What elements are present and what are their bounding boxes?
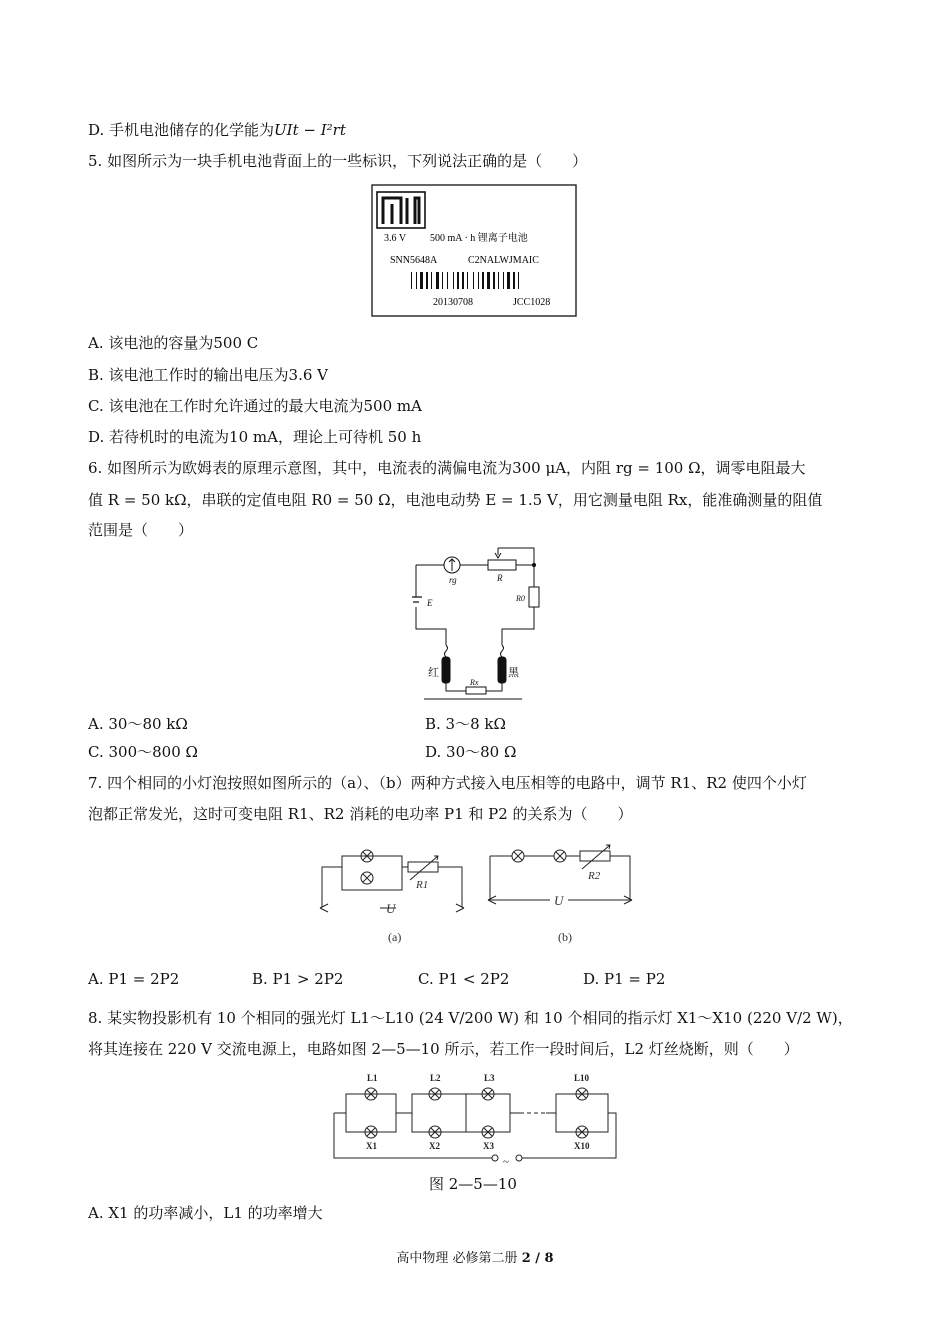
q5-option-c: C. 该电池在工作时允许通过的最大电流为500 mA bbox=[88, 397, 422, 415]
label-r2: R2 bbox=[588, 870, 601, 882]
lamp-circuits-figure bbox=[318, 842, 640, 952]
battery-voltage: 3.6 V bbox=[384, 233, 407, 244]
label-x2: X2 bbox=[429, 1141, 440, 1151]
q6-option-c: C. 300～800 Ω bbox=[88, 743, 198, 761]
q4-option-d: D. 手机电池储存的化学能为UIt − I²rt bbox=[88, 121, 346, 139]
label-rg: rg bbox=[449, 575, 457, 585]
label-rx: Rx bbox=[470, 678, 479, 687]
label-e: E bbox=[427, 598, 433, 608]
q6-option-d: D. 30～80 Ω bbox=[425, 743, 517, 761]
resistor-rx bbox=[466, 687, 486, 694]
q7-option-b: B. P1 > 2P2 bbox=[252, 970, 344, 988]
q7-stem-1: 7. 四个相同的小灯泡按照如图所示的（a）、（b）两种方式接入电压相等的电路中，调节 R1、R2 使四个小灯 bbox=[88, 774, 807, 792]
q7-option-a: A. P1 = 2P2 bbox=[88, 970, 180, 988]
label-x1: X1 bbox=[366, 1141, 377, 1151]
label-r0: R0 bbox=[516, 594, 525, 603]
q5-stem: 5. 如图所示为一块手机电池背面上的一些标识，下列说法正确的是（ ） bbox=[88, 152, 588, 170]
black-probe-icon bbox=[498, 657, 506, 683]
page-footer bbox=[0, 1247, 950, 1266]
q8-figure-caption: 图 2—5—10 bbox=[429, 1175, 517, 1193]
battery-code2: C2NALWJMAIC bbox=[468, 255, 539, 266]
caption-a: (a) bbox=[388, 930, 402, 944]
q6-option-b: B. 3～8 kΩ bbox=[425, 715, 506, 733]
label-black: 黑 bbox=[508, 667, 519, 679]
footer-text: 高中物理 必修第二册 bbox=[396, 1251, 518, 1266]
rheostat-r bbox=[488, 560, 516, 570]
label-l3: L3 bbox=[484, 1073, 495, 1083]
q7-option-d: D. P1 = P2 bbox=[583, 970, 666, 988]
q7-option-c: C. P1 < 2P2 bbox=[418, 970, 510, 988]
rheostat-r1 bbox=[408, 862, 438, 872]
label-r1: R1 bbox=[416, 879, 429, 891]
ac-source-icon: ~ bbox=[503, 1156, 509, 1168]
battery-code1: SNN5648A bbox=[390, 255, 438, 266]
ohmmeter-circuit-figure bbox=[412, 545, 542, 707]
q7-stem-2: 泡都正常发光，这时可变电阻 R1、R2 消耗的电功率 P1 和 P2 的关系为（ ） bbox=[88, 805, 633, 823]
caption-b: (b) bbox=[558, 930, 572, 944]
q6-option-a: A. 30～80 kΩ bbox=[88, 715, 188, 733]
label-x3: X3 bbox=[483, 1141, 494, 1151]
q8-option-a: A. X1 的功率减小，L1 的功率增大 bbox=[88, 1204, 323, 1222]
battery-capacity: 500 mA · h 锂离子电池 bbox=[430, 233, 528, 244]
label-u-b: U bbox=[554, 893, 564, 908]
q8-stem-1: 8. 某实物投影机有 10 个相同的强光灯 L1～L10 (24 V/200 W) 和 10 个相同的指示灯 X1～X10 (220 V/2 W)， bbox=[88, 1009, 853, 1027]
label-l2: L2 bbox=[430, 1073, 441, 1083]
label-x10: X10 bbox=[574, 1141, 590, 1151]
q5-option-a: A. 该电池的容量为500 C bbox=[88, 334, 259, 352]
label-r: R bbox=[497, 573, 503, 583]
battery-code3: JCC1028 bbox=[513, 297, 551, 308]
q8-stem-2: 将其连接在 220 V 交流电源上，电路如图 2—5—10 所示，若工作一段时间后，L2 灯丝烧断，则（ ） bbox=[88, 1040, 799, 1058]
label-u-a: U bbox=[386, 901, 396, 916]
label-red: 红 bbox=[428, 667, 439, 679]
label-l10: L10 bbox=[574, 1073, 590, 1083]
rheostat-r2 bbox=[580, 851, 610, 861]
battery-label-figure bbox=[371, 184, 577, 321]
page-number: 2 / 8 bbox=[521, 1251, 554, 1266]
q5-option-d: D. 若待机时的电流为10 mA，理论上可待机 50 h bbox=[88, 428, 422, 446]
q4-formula: UIt − I²rt bbox=[274, 121, 346, 139]
projector-circuit-figure bbox=[330, 1070, 620, 1172]
label-l1: L1 bbox=[367, 1073, 378, 1083]
battery-date: 20130708 bbox=[433, 297, 473, 308]
q6-stem-2: 值 R = 50 kΩ，串联的定值电阻 R0 = 50 Ω，电池电动势 E = 1.5 V，用它测量电阻 Rx，能准确测量的阻值 bbox=[88, 491, 823, 509]
mi-logo-icon bbox=[377, 192, 425, 228]
resistor-r0 bbox=[529, 587, 539, 607]
q6-stem-3: 范围是（ ） bbox=[88, 521, 194, 539]
q5-option-b: B. 该电池工作时的输出电压为3.6 V bbox=[88, 366, 329, 384]
q6-stem-1: 6. 如图所示为欧姆表的原理示意图，其中，电流表的满偏电流为300 μA，内阻 rg = 100 Ω，调零电阻最大 bbox=[88, 459, 806, 477]
red-probe-icon bbox=[442, 657, 450, 683]
